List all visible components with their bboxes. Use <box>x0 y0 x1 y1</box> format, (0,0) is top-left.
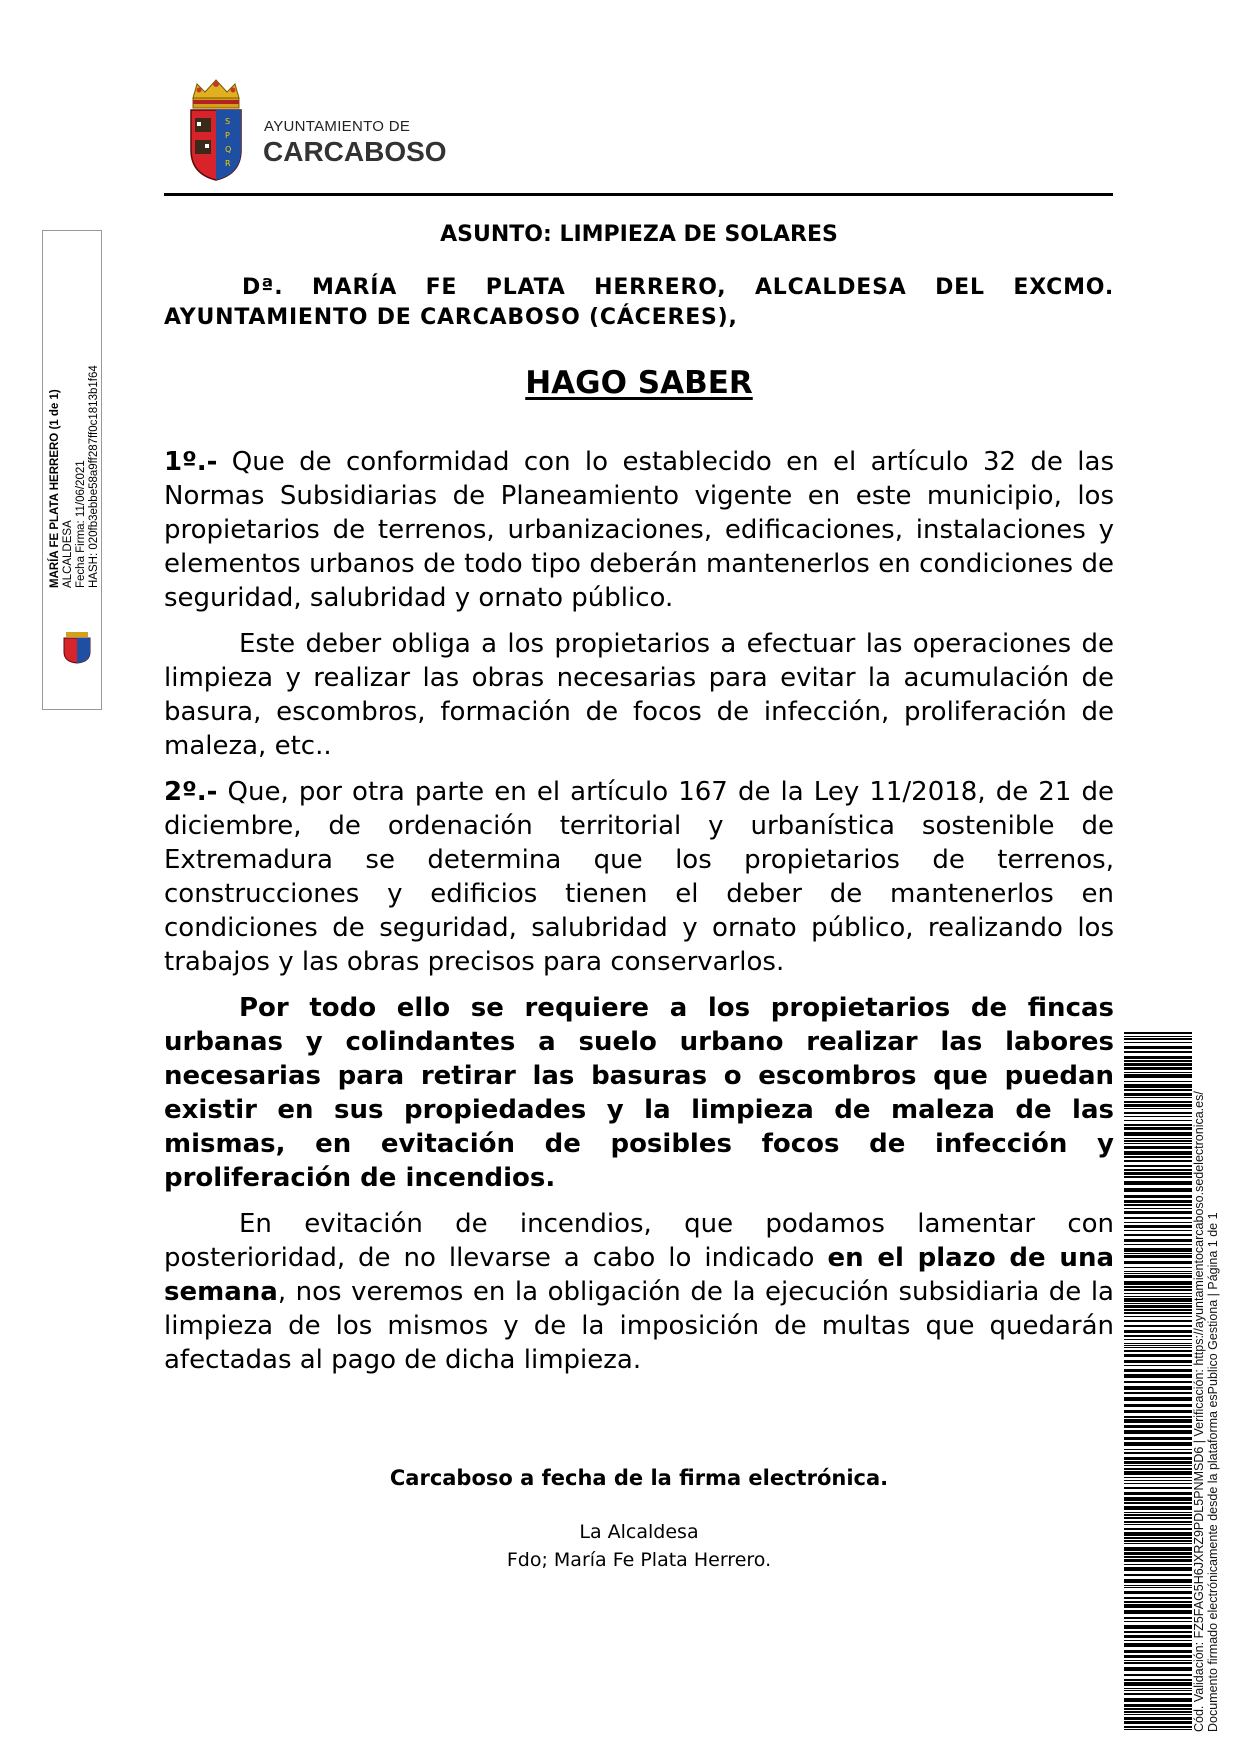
barcode-bar <box>1124 1063 1192 1066</box>
barcode-bar <box>1124 1437 1192 1440</box>
barcode-bar <box>1124 1655 1192 1658</box>
barcode-bar <box>1124 1248 1192 1252</box>
municipality-logo <box>163 78 447 188</box>
barcode-bar <box>1124 1172 1192 1175</box>
barcode-bar <box>1124 1660 1192 1661</box>
barcode-bar <box>1124 1267 1192 1268</box>
barcode-bar <box>1124 1521 1192 1523</box>
barcode-bar <box>1124 1281 1192 1285</box>
barcode-bar <box>1124 1425 1192 1428</box>
barcode-bar <box>1124 1532 1192 1536</box>
signer-name: MARÍA FE PLATA HERRERO (1 de 1) <box>49 389 61 588</box>
barcode-bar <box>1124 1104 1192 1107</box>
barcode-bar <box>1124 1298 1192 1302</box>
barcode-bar <box>1124 1309 1192 1311</box>
crest-letter-q: Q <box>225 145 232 154</box>
paragraph-deadline <box>164 1207 1114 1377</box>
barcode-bar <box>1124 1452 1192 1454</box>
barcode-bar <box>1124 1537 1192 1539</box>
barcode-bar <box>1124 1275 1192 1278</box>
barcode-bar <box>1124 1381 1192 1383</box>
barcode-bar <box>1124 1188 1192 1192</box>
barcode-bar <box>1124 1708 1192 1710</box>
barcode-bar <box>1124 1587 1192 1588</box>
barcode-bar <box>1124 1146 1192 1149</box>
barcode-bar <box>1124 1524 1192 1525</box>
barcode-bar <box>1124 1483 1192 1484</box>
barcode-bar <box>1124 1635 1192 1638</box>
barcode-bar <box>1124 1487 1192 1489</box>
document-issuer: Dª. MARÍA FE PLATA HERRERO, ALCALDESA DEL EXCMO. AYUNTAMIENTO DE CARCABOSO (CÁCERES), <box>164 275 1114 330</box>
verification-barcode <box>1124 1032 1192 1732</box>
barcode-bar <box>1124 1051 1192 1053</box>
barcode-bar <box>1124 1084 1192 1088</box>
barcode-bar <box>1124 1392 1192 1394</box>
document-body <box>164 445 1114 1377</box>
barcode-bar <box>1124 1093 1192 1096</box>
barcode-bar <box>1124 1621 1192 1622</box>
barcode-bar <box>1124 1127 1192 1130</box>
barcode-bar <box>1124 1721 1192 1724</box>
barcode-bar <box>1124 1404 1192 1407</box>
barcode-bar <box>1124 1461 1192 1464</box>
barcode-bar <box>1124 1081 1192 1082</box>
signer-role: ALCALDESA <box>62 520 74 588</box>
barcode-bar <box>1124 1567 1192 1571</box>
barcode-bar <box>1124 1303 1192 1304</box>
barcode-bar <box>1124 1397 1192 1401</box>
barcode-bar <box>1124 1528 1192 1530</box>
barcode-bar <box>1124 1374 1192 1378</box>
barcode-bar <box>1124 1682 1192 1686</box>
barcode-bar <box>1124 1273 1192 1274</box>
crest-letter-s: S <box>225 117 231 126</box>
deadline-text-b: , nos veremos en la obligación de la ejecución subsidiaria de la limpieza de los mismos y de la imposición de multas que quedarán afectadas al pago de dicha limpieza. <box>164 1277 1114 1375</box>
paragraph-3 <box>164 775 1114 979</box>
barcode-bar <box>1124 1101 1192 1103</box>
barcode-bar <box>1124 1089 1192 1091</box>
barcode-bar <box>1124 1631 1192 1633</box>
crest-letter-r: R <box>225 159 231 168</box>
barcode-bar <box>1124 1208 1192 1209</box>
barcode-bar <box>1124 1693 1192 1695</box>
barcode-bar <box>1124 1369 1192 1372</box>
barcode-bar <box>1124 1261 1192 1264</box>
barcode-bar <box>1124 1674 1192 1676</box>
barcode-bar <box>1124 1143 1192 1144</box>
barcode-bar <box>1124 1244 1192 1245</box>
document-title: HAGO SABER <box>525 365 753 401</box>
barcode-bar <box>1124 1255 1192 1258</box>
document-subject: ASUNTO: LIMPIEZA DE SOLARES <box>440 222 838 247</box>
barcode-bar <box>1124 1074 1192 1078</box>
barcode-bar <box>1124 1151 1192 1155</box>
barcode-bar <box>1124 1625 1192 1629</box>
barcode-bar <box>1124 1345 1192 1346</box>
barcode-bar <box>1124 1552 1192 1555</box>
barcode-bar <box>1124 1253 1192 1254</box>
barcode-bar <box>1124 1650 1192 1653</box>
barcode-bar <box>1124 1726 1192 1728</box>
barcode-bar <box>1124 1477 1192 1478</box>
barcode-bar <box>1124 1597 1192 1599</box>
barcode-bar <box>1124 1160 1192 1162</box>
barcode-bar <box>1124 1556 1192 1558</box>
barcode-bar <box>1124 1643 1192 1647</box>
barcode-bar <box>1124 1585 1192 1586</box>
barcode-bar <box>1124 1579 1192 1583</box>
barcode-bar <box>1124 1347 1192 1348</box>
barcode-bar <box>1124 1038 1192 1040</box>
barcode-bar <box>1124 1514 1192 1516</box>
barcode-bar <box>1124 1312 1192 1314</box>
logo-title: CARCABOSO <box>263 136 447 167</box>
barcode-bar <box>1124 1449 1192 1450</box>
logo-subtitle: AYUNTAMIENTO DE <box>264 118 411 135</box>
barcode-bar <box>1124 1120 1192 1121</box>
barcode-bar <box>1124 1711 1192 1713</box>
barcode-bar <box>1124 1234 1192 1236</box>
barcode-bar <box>1124 1662 1192 1664</box>
barcode-bar <box>1124 1140 1192 1142</box>
barcode-bar <box>1124 1386 1192 1390</box>
barcode-bar <box>1124 1540 1192 1542</box>
barcode-bar <box>1124 1350 1192 1352</box>
barcode-bar <box>1124 1072 1192 1073</box>
barcode-bar <box>1124 1156 1192 1158</box>
barcode-bar <box>1124 1289 1192 1291</box>
barcode-bar <box>1124 1704 1192 1707</box>
barcode-bar <box>1124 1195 1192 1198</box>
barcode-bar <box>1124 1286 1192 1288</box>
barcode-bar <box>1124 1200 1192 1203</box>
barcode-bar <box>1124 1097 1192 1098</box>
barcode-bar <box>1124 1320 1192 1322</box>
barcode-bar <box>1124 1124 1192 1126</box>
barcode-bar <box>1124 1457 1192 1460</box>
barcode-bar <box>1124 1330 1192 1333</box>
barcode-bar <box>1124 1559 1192 1562</box>
barcode-bar <box>1124 1729 1192 1730</box>
coat-of-arms-icon <box>185 78 247 182</box>
signature-date: Fecha Firma: 11/06/2021 <box>75 460 87 588</box>
barcode-bar <box>1124 1230 1192 1231</box>
barcode-bar <box>1124 1360 1192 1363</box>
header-divider <box>164 193 1113 196</box>
barcode-bar <box>1124 1547 1192 1551</box>
barcode-bar <box>1124 1617 1192 1619</box>
paragraph-2: Este deber obliga a los propietarios a efectuar las operaciones de limpieza y realizar las obras necesarias para evitar la acumulación de basura, escombros, formación de focos de infección, proliferación de maleza, etc.. <box>164 629 1114 761</box>
barcode-bar <box>1124 1271 1192 1272</box>
signature-stamp <box>49 365 101 588</box>
barcode-bar <box>1124 1325 1192 1327</box>
barcode-bar <box>1124 1698 1192 1702</box>
barcode-bar <box>1124 1169 1192 1171</box>
paragraph-3-text: Que, por otra parte en el artículo 167 de la Ley 11/2018, de 21 de diciembre, de ordenación territorial y urbanística sostenible de Extremadura se determina que los propietarios de terrenos, construcciones y edificios tienen el deber de mantenerlos en condiciones de seguridad, salubridad y ornato público, realizando los trabajos y las obras precisos para conservarlos. <box>164 777 1114 977</box>
crest-letter-p: P <box>225 131 230 140</box>
deadline-highlight: en el plazo de una semana <box>164 1243 1114 1307</box>
paragraph-1-number: 1º.- <box>164 447 218 477</box>
barcode-bar <box>1124 1112 1192 1114</box>
barcode-bar <box>1124 1601 1192 1603</box>
barcode-bar <box>1124 1690 1192 1691</box>
barcode-bar <box>1124 1239 1192 1242</box>
barcode-bar <box>1124 1316 1192 1317</box>
barcode-bar <box>1124 1165 1192 1167</box>
barcode-bar <box>1124 1604 1192 1608</box>
verification-code: Cód. Validación: FZ5FAG5H6JXRZ9PDL5PNMSD6 | Verificación: https://ayuntamientocarcaboso.sedelectronica.es/ <box>1192 1091 1206 1732</box>
barcode-bar <box>1124 1225 1192 1228</box>
barcode-bar <box>1124 1468 1192 1470</box>
barcode-bar <box>1124 1591 1192 1594</box>
barcode-bar <box>1124 1564 1192 1565</box>
place-and-date: Carcaboso a fecha de la firma electrónica. <box>389 1466 889 1490</box>
barcode-bar <box>1124 1442 1192 1446</box>
barcode-bar <box>1124 1365 1192 1366</box>
barcode-bar <box>1124 1108 1192 1109</box>
barcode-bar <box>1124 1506 1192 1510</box>
barcode-bar <box>1124 1296 1192 1297</box>
barcode-bar <box>1124 1060 1192 1062</box>
barcode-bar <box>1124 1717 1192 1720</box>
barcode-bar <box>1124 1116 1192 1117</box>
barcode-bar <box>1124 1204 1192 1206</box>
barcode-bar <box>1124 1222 1192 1223</box>
barcode-bar <box>1124 1067 1192 1070</box>
signatory-name: Fdo; María Fe Plata Herrero. <box>506 1549 772 1571</box>
barcode-bar <box>1124 1181 1192 1185</box>
paragraph-3-number: 2º.- <box>164 777 218 807</box>
barcode-bar <box>1124 1465 1192 1466</box>
barcode-bar <box>1124 1042 1192 1043</box>
barcode-bar <box>1124 1343 1192 1344</box>
barcode-bar <box>1124 1293 1192 1294</box>
barcode-bar <box>1124 1574 1192 1576</box>
barcode-bar <box>1124 1217 1192 1219</box>
verification-info <box>1192 1091 1220 1732</box>
barcode-bar <box>1124 1480 1192 1481</box>
barcode-bar <box>1124 1667 1192 1671</box>
barcode-bar <box>1124 1410 1192 1413</box>
signatory-role: La Alcaldesa <box>579 1521 699 1543</box>
paragraph-1-text: Que de conformidad con lo establecido en el artículo 32 de las Normas Subsidiarias de Planeamiento vigente en este municipio, los propietarios de terrenos, urbanizaciones, edificaciones, instalaciones y elementos urbanos de todo tipo deberán mantenerlos en condiciones de seguridad, salubridad y ornato público. <box>164 447 1114 613</box>
barcode-bar <box>1124 1046 1192 1049</box>
barcode-bar <box>1124 1543 1192 1544</box>
platform-note: Documento firmado electrónicamente desde la plataforma esPublico Gestiona | Página 1 de 1 <box>1206 1212 1220 1732</box>
paragraph-requirement: Por todo ello se requiere a los propietarios de fincas urbanas y colindantes a suelo urbano realizar las labores necesarias para retirar las basuras o escombros que puedan existir en sus propiedades y la limpieza de maleza de las mismas, en evitación de posibles focos de infección y proliferación de incendios. <box>164 993 1114 1193</box>
signature-hash: HASH: 020fb3ebbe58a9ff287ff0c1813b1f64 <box>88 365 100 588</box>
barcode-bar <box>1124 1497 1192 1501</box>
barcode-bar <box>1124 1512 1192 1513</box>
barcode-bar <box>1124 1419 1192 1423</box>
barcode-bar <box>1124 1138 1192 1139</box>
barcode-bar <box>1124 1679 1192 1681</box>
barcode-bar <box>1124 1688 1192 1689</box>
barcode-bar <box>1124 1056 1192 1059</box>
barcode-bar <box>1124 1132 1192 1136</box>
barcode-bar <box>1124 1430 1192 1434</box>
barcode-bar <box>1124 1714 1192 1715</box>
barcode-bar <box>1124 1211 1192 1214</box>
barcode-bar <box>1124 1305 1192 1308</box>
barcode-bar <box>1124 1354 1192 1357</box>
barcode-bar <box>1124 1036 1192 1037</box>
barcode-bar <box>1124 1610 1192 1614</box>
stamp-crest-icon <box>52 630 102 664</box>
paragraph-1 <box>164 445 1114 615</box>
barcode-bar <box>1124 1517 1192 1519</box>
barcode-bar <box>1124 1032 1192 1034</box>
barcode-bar <box>1124 1335 1192 1337</box>
deadline-text-a: En evitación de incendios, que podamos lamentar con posterioridad, de no llevarse a cabo lo indicado <box>164 1209 1114 1273</box>
barcode-bar <box>1124 1492 1192 1495</box>
barcode-bar <box>1124 1339 1192 1340</box>
barcode-bar <box>1124 1471 1192 1475</box>
barcode-bar <box>1124 1640 1192 1641</box>
barcode-bar <box>1124 1416 1192 1418</box>
barcode-bar <box>1124 1176 1192 1178</box>
barcode-bar <box>1124 1502 1192 1504</box>
